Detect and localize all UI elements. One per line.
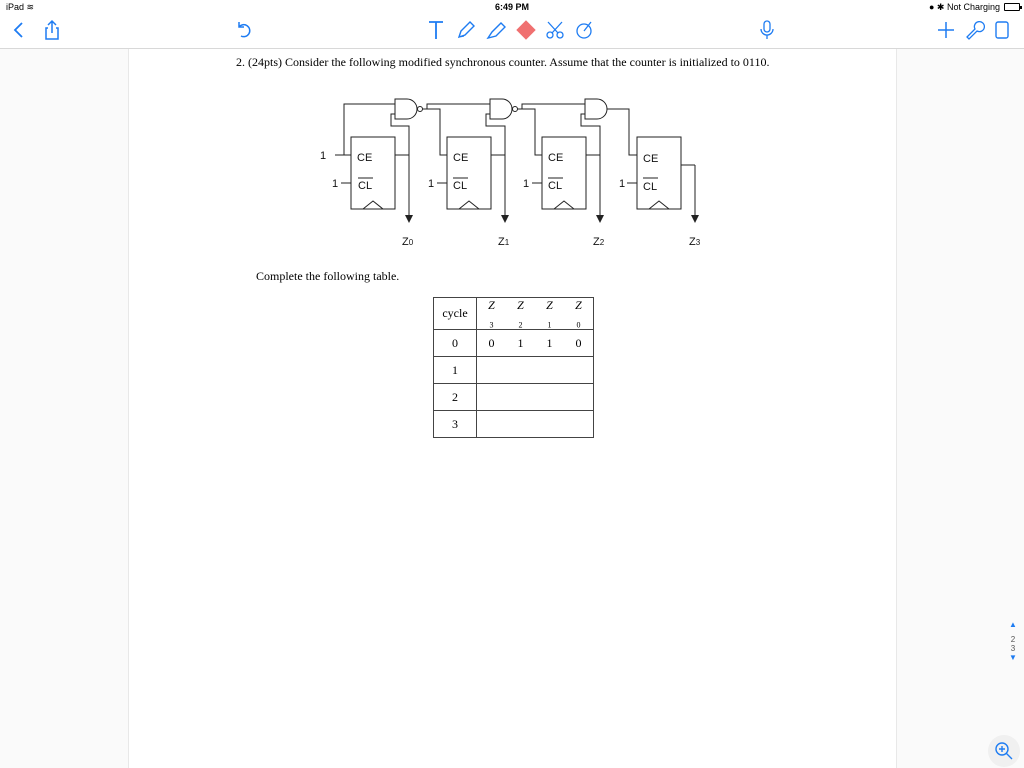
- microphone-icon: [756, 19, 778, 41]
- highlighter-icon: [485, 19, 507, 41]
- page-down-icon[interactable]: ▼: [1009, 653, 1017, 662]
- cycle-cell: 0: [434, 330, 477, 357]
- cl-label-3: CL: [643, 181, 658, 193]
- cycle-cell: 1: [434, 357, 477, 384]
- table-row: [434, 384, 594, 411]
- z-header: $Z_3Z_2Z_1Z_0$: [477, 298, 594, 330]
- page-up-icon[interactable]: ▲: [1009, 620, 1017, 629]
- scissors-icon: [544, 19, 566, 41]
- cl-input-one-0: 1: [332, 178, 339, 190]
- flipflop-2: [542, 137, 586, 209]
- battery-status: ● ✱ Not Charging: [928, 2, 1000, 12]
- pen-tool-button[interactable]: [454, 18, 478, 42]
- nand-gate-2: [490, 99, 512, 119]
- eraser-tool-button[interactable]: [514, 18, 538, 42]
- shapes-icon: [573, 19, 595, 41]
- flipflop-0: [351, 137, 395, 209]
- status-bar: [0, 0, 1024, 14]
- page-navigator[interactable]: [1006, 620, 1020, 662]
- problem-statement: 2. (24pts) Consider the following modified synchronous counter. Assume that the counter is initialized to 0110.: [236, 55, 770, 69]
- document-page: [128, 49, 897, 768]
- output-z3-label: Z3: [689, 236, 701, 248]
- wrench-icon: [963, 19, 985, 41]
- state-table: [433, 297, 594, 438]
- page-icon: [991, 19, 1013, 41]
- add-page-button[interactable]: [934, 18, 958, 42]
- ce-label-3: CE: [643, 153, 659, 165]
- pen-icon: [455, 19, 477, 41]
- flipflop-3: [637, 137, 681, 209]
- highlighter-tool-button[interactable]: [484, 18, 508, 42]
- text-tool-button[interactable]: [424, 18, 448, 42]
- page-number: 2: [1010, 635, 1016, 644]
- counter-circuit-diagram: [129, 49, 896, 269]
- cl-label-2: CL: [548, 180, 563, 192]
- toolbar: [0, 14, 1024, 49]
- table-row: [434, 357, 594, 384]
- cl-input-one-2: 1: [523, 178, 530, 190]
- zoom-in-icon: [994, 741, 1014, 761]
- ce-label-1: CE: [453, 152, 469, 164]
- ce-input-one: 1: [320, 150, 327, 162]
- output-z2-label: Z2: [593, 236, 605, 248]
- table-row: [434, 330, 594, 357]
- share-button[interactable]: [40, 18, 64, 42]
- wifi-icon: ≋: [26, 2, 35, 12]
- output-z1-label: Z1: [498, 236, 510, 248]
- cl-input-one-1: 1: [428, 178, 435, 190]
- state-cell[interactable]: 0 1 1 0: [477, 330, 594, 357]
- state-cell[interactable]: [477, 411, 594, 438]
- output-z0-label: Z0: [402, 236, 414, 248]
- cl-label-0: CL: [358, 180, 373, 192]
- cl-input-one-3: 1: [619, 178, 626, 190]
- lasso-tool-button[interactable]: [542, 18, 568, 42]
- document-area: [0, 49, 1024, 768]
- ce-label-0: CE: [357, 152, 373, 164]
- microphone-button[interactable]: [755, 18, 779, 42]
- table-row: [434, 411, 594, 438]
- pages-button[interactable]: [990, 18, 1014, 42]
- state-cell[interactable]: [477, 357, 594, 384]
- flipflop-1: [447, 137, 491, 209]
- cl-label-1: CL: [453, 180, 468, 192]
- undo-icon: [233, 19, 255, 41]
- nand-gate-1: [395, 99, 417, 119]
- cycle-cell: 2: [434, 384, 477, 411]
- and-gate-3: [585, 99, 607, 119]
- shapes-tool-button[interactable]: [572, 18, 596, 42]
- cycle-cell: 3: [434, 411, 477, 438]
- table-instruction: Complete the following table.: [256, 269, 400, 283]
- battery-icon: [1004, 3, 1020, 11]
- chevron-left-icon: [8, 19, 30, 41]
- device-label: iPad ≋: [6, 2, 35, 12]
- tools-button[interactable]: [962, 18, 986, 42]
- back-button[interactable]: [8, 18, 30, 42]
- plus-icon: [935, 19, 957, 41]
- share-icon: [41, 19, 63, 41]
- page-number: 3: [1010, 644, 1016, 653]
- eraser-icon: [515, 19, 537, 41]
- undo-button[interactable]: [232, 18, 256, 42]
- cycle-header: cycle: [434, 298, 477, 330]
- clock: 6:49 PM: [494, 2, 529, 12]
- state-cell[interactable]: [477, 384, 594, 411]
- table-header-row: [434, 298, 594, 330]
- ce-label-2: CE: [548, 152, 564, 164]
- zoom-button[interactable]: [988, 735, 1020, 767]
- text-tool-icon: [425, 19, 447, 41]
